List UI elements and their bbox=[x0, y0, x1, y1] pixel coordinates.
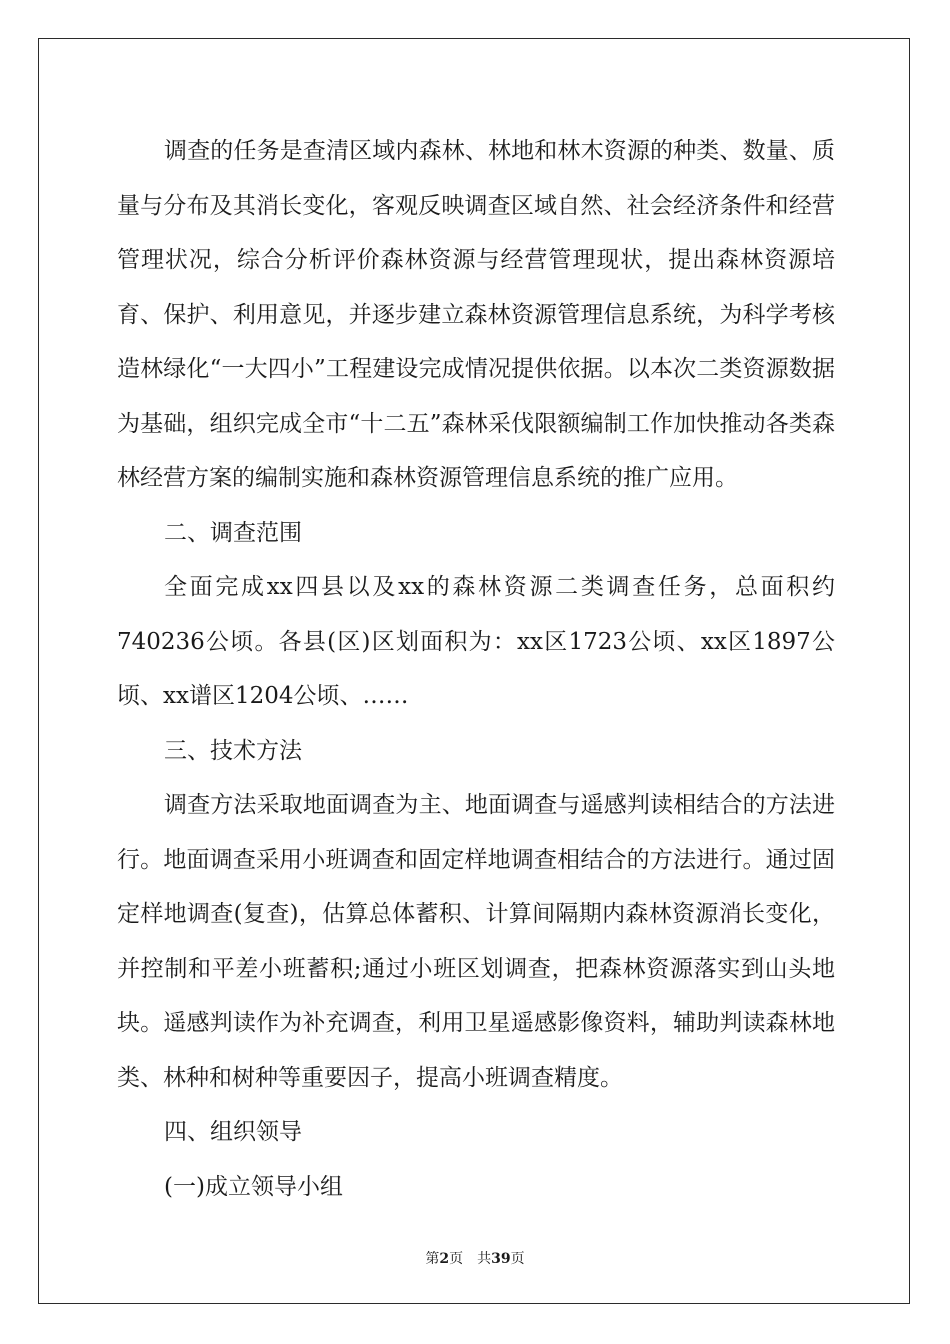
page-prefix: 第 bbox=[425, 1251, 440, 1267]
paragraph-task: 调查的任务是查清区域内森林、林地和林木资源的种类、数量、质量与分布及其消长变化，客观反映调查区域自然、社会经济条件和经营管理状况，综合分析评价森林资源与经营管理现状，提出森林资源培育、保护、利用意见，并逐步建立森林资源管理信息系统，为科学考核造林绿化“一大四小”工程建设完成情况提供依据。以本次二类资源数据为基础，组织完成全市“十二五”森林采伐限额编制工作加快推动各类森林经营方案的编制实施和森林资源管理信息系统的推广应用。 bbox=[117, 138, 835, 491]
paragraph-scope: 全面完成xx四县以及xx的森林资源二类调查任务，总面积约740236公顷。各县(区)区划面积为：xx区1723公顷、xx区1897公顷、xx谱区1204公顷、…… bbox=[117, 574, 835, 709]
subheading-leadership-group: (一)成立领导小组 bbox=[164, 1173, 343, 1200]
total-prefix: 共 bbox=[477, 1251, 492, 1267]
paragraph-method: 调查方法采取地面调查为主、地面调查与遥感判读相结合的方法进行。地面调查采用小班调查和固定样地调查相结合的方法进行。通过固定样地调查(复查)，估算总体蓄积、计算间隔期内森林资源消长变化，并控制和平差小班蓄积;通过小班区划调查，把森林资源落实到山头地块。遥感判读作为补充调查，利用卫星遥感影像资料，辅助判读森林地类、林种和树种等重要因子，提高小班调查精度。 bbox=[117, 792, 835, 1091]
total-page-count: 39 bbox=[491, 1251, 511, 1267]
document-body bbox=[117, 124, 835, 1214]
page-footer bbox=[0, 1248, 950, 1268]
heading-survey-scope: 二、调查范围 bbox=[164, 519, 302, 546]
heading-organization: 四、组织领导 bbox=[164, 1119, 302, 1145]
total-suffix: 页 bbox=[510, 1251, 525, 1267]
current-page-number: 2 bbox=[439, 1251, 450, 1267]
page-suffix: 页 bbox=[449, 1251, 464, 1267]
heading-technical-method: 三、技术方法 bbox=[164, 737, 302, 764]
